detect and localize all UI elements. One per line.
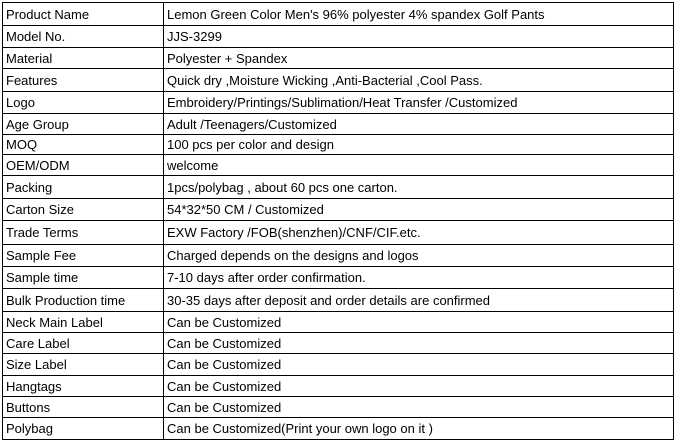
spec-value-cell: Can be Customized (164, 397, 674, 418)
spec-label-cell: Size Label (3, 354, 164, 376)
spec-label-cell: Sample time (3, 267, 164, 289)
spec-table-body (3, 3, 674, 440)
table-row (3, 199, 674, 221)
table-row (3, 354, 674, 376)
spec-label-cell: Packing (3, 176, 164, 199)
spec-label-cell: Bulk Production time (3, 289, 164, 312)
spec-label-cell: Logo (3, 92, 164, 114)
spec-label-cell: Hangtags (3, 376, 164, 397)
spec-value-cell: JJS-3299 (164, 26, 674, 48)
spec-label-cell: Sample Fee (3, 245, 164, 267)
table-row (3, 155, 674, 176)
spec-value-cell: Can be Customized (164, 354, 674, 376)
spec-value-cell: 1pcs/polybag , about 60 pcs one carton. (164, 176, 674, 199)
spec-value-cell: 54*32*50 CM / Customized (164, 199, 674, 221)
table-row (3, 48, 674, 69)
spec-value-cell: Polyester + Spandex (164, 48, 674, 69)
spec-value-cell: Adult /Teenagers/Customized (164, 114, 674, 135)
spec-label-cell: Features (3, 69, 164, 92)
spec-label-cell: Material (3, 48, 164, 69)
spec-value-cell: Can be Customized(Print your own logo on it ) (164, 418, 674, 440)
table-row (3, 135, 674, 155)
spec-value-cell: 7-10 days after order confirmation. (164, 267, 674, 289)
table-row (3, 176, 674, 199)
spec-value-cell: welcome (164, 155, 674, 176)
spec-value-cell: 30-35 days after deposit and order details are confirmed (164, 289, 674, 312)
table-row (3, 333, 674, 354)
table-row (3, 418, 674, 440)
table-row (3, 376, 674, 397)
table-row (3, 26, 674, 48)
spec-value-cell: Can be Customized (164, 376, 674, 397)
spec-label-cell: MOQ (3, 135, 164, 155)
table-row (3, 69, 674, 92)
table-row (3, 267, 674, 289)
spec-value-cell: EXW Factory /FOB(shenzhen)/CNF/CIF.etc. (164, 221, 674, 245)
spec-value-cell: 100 pcs per color and design (164, 135, 674, 155)
spec-label-cell: Trade Terms (3, 221, 164, 245)
spec-value-cell: Embroidery/Printings/Sublimation/Heat Transfer /Customized (164, 92, 674, 114)
spec-value-cell: Can be Customized (164, 333, 674, 354)
table-row (3, 221, 674, 245)
table-row (3, 114, 674, 135)
spec-label-cell: OEM/ODM (3, 155, 164, 176)
table-row (3, 92, 674, 114)
spec-label-cell: Buttons (3, 397, 164, 418)
spec-label-cell: Carton Size (3, 199, 164, 221)
spec-value-cell: Lemon Green Color Men's 96% polyester 4% spandex Golf Pants (164, 3, 674, 26)
table-row (3, 312, 674, 333)
product-spec-table (2, 2, 674, 440)
spec-value-cell: Charged depends on the designs and logos (164, 245, 674, 267)
spec-label-cell: Care Label (3, 333, 164, 354)
spec-label-cell: Model No. (3, 26, 164, 48)
spec-label-cell: Product Name (3, 3, 164, 26)
spec-label-cell: Neck Main Label (3, 312, 164, 333)
table-row (3, 3, 674, 26)
table-row (3, 397, 674, 418)
spec-label-cell: Polybag (3, 418, 164, 440)
spec-value-cell: Quick dry ,Moisture Wicking ,Anti-Bacterial ,Cool Pass. (164, 69, 674, 92)
spec-value-cell: Can be Customized (164, 312, 674, 333)
table-row (3, 245, 674, 267)
spec-label-cell: Age Group (3, 114, 164, 135)
table-row (3, 289, 674, 312)
